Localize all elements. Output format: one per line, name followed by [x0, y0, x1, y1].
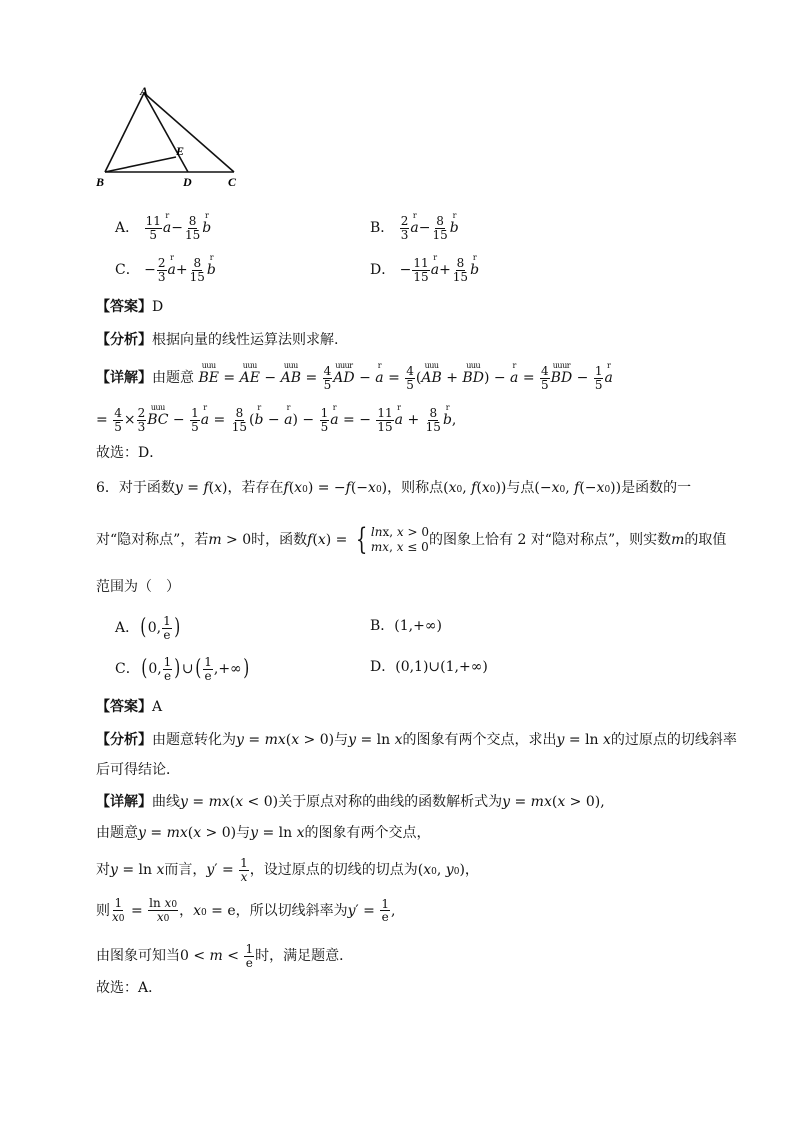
- q6-answer: 【答案】A: [96, 699, 163, 715]
- triangle-figure: [96, 85, 246, 190]
- q6-detail-line2: 由题意y = mx(x > 0)与y = ln x的图象有两个交点，: [96, 825, 431, 841]
- q6-choice-b: B．(1,+∞): [370, 618, 442, 634]
- q6-detail-line5: 由图象可知当0 < m < $\frac{1}{e}$ 时，满足题意．: [96, 942, 354, 970]
- q6-analysis-line1: 【分析】由题意转化为y = mx(x > 0)与y = ln x的图象有两个交点，求出y = ln x的过原点的切线斜率: [96, 732, 737, 748]
- label-e: E: [176, 144, 185, 158]
- q6-analysis-line2: 后可得结论．: [96, 762, 180, 778]
- q5-analysis: 【分析】根据向量的线性运算法则求解.: [96, 332, 339, 348]
- q5-detail-line2: = $\frac{4}{5}$ × $\frac{2}{3}$ uuu BC − $\frac{1}{5}$ r a = $\frac{8}{15}$ ( r b − r a) − $\frac{1}{5}$ r a = − $\frac{11}{15}$ r a + $\frac{8}{15}$ r b,: [96, 403, 457, 434]
- q5-conclusion: 故选：D．: [96, 445, 164, 461]
- q6-choice-a: A．(0, $\frac{1}{e}$ ): [115, 614, 181, 642]
- q6-choice-c: C．(0, $\frac{1}{e}$ )∪( $\frac{1}{e}$ ,+∞): [115, 655, 250, 683]
- q5-detail-line1: 【详解】由题意 uuu BE = uuu AE − uuu AB = $\frac{4}{5}$ uuur AD − r a = $\frac{4}{5}$ ( uuu AB + uuu BD) − r a = $\frac{4}{5}$ uuur BD − $\frac{1}{5}$ r a: [96, 361, 613, 392]
- q6-stem-line1: 6．对于函数y = f(x)，若存在f(x0) = −f(−x0)，则称点(x0, f(x0))与点(−x0, f(−x0))是函数的一: [96, 480, 692, 496]
- q6-detail-line1: 【详解】曲线y = mx(x < 0)关于原点对称的曲线的函数解析式为y = mx(x > 0),: [96, 794, 605, 810]
- q6-stem-line3: 范围为（ ）: [96, 579, 180, 595]
- q6-detail-line3: 对y = ln x而言，y′ = $\frac{1}{x}$ ，设过原点的切线的切点为(x0, y0)，: [96, 856, 479, 884]
- label-d: D: [183, 175, 192, 189]
- q6-detail-line4: 则 $\frac{1}{x0}$ = $\frac{\text{ln x0}}{x0}$ ，x0 = e，所以切线斜率为y′ = $\frac{1}{e}$ ,: [96, 896, 396, 925]
- label-c: C: [228, 175, 237, 189]
- label-a: A: [140, 85, 149, 98]
- q5-choice-a: A． $\frac{11}{5}$ r a− $\frac{8}{15}$ r b: [115, 211, 212, 242]
- q6-conclusion: 故选：A．: [96, 980, 163, 996]
- q6-stem-line2: 对“隐对称点”，若m > 0时，函数f(x) = { lnx, x > 0 mx, x ≤ 0 的图象上恰有 2 对“隐对称点”，则实数m的取值: [96, 522, 727, 557]
- q5-choice-b: B． $\frac{2}{3}$ r a− $\frac{8}{15}$ r b: [370, 211, 459, 242]
- label-b: B: [96, 175, 105, 189]
- q5-answer: 【答案】D: [96, 299, 164, 315]
- q6-choice-d: D．(0,1)∪(1,+∞): [370, 659, 488, 675]
- q5-choice-c: C． − $\frac{2}{3}$ r a+ $\frac{8}{15}$ r b: [115, 253, 216, 284]
- q5-choice-d: D． − $\frac{11}{15}$ r a+ $\frac{8}{15}$ r b: [370, 253, 480, 284]
